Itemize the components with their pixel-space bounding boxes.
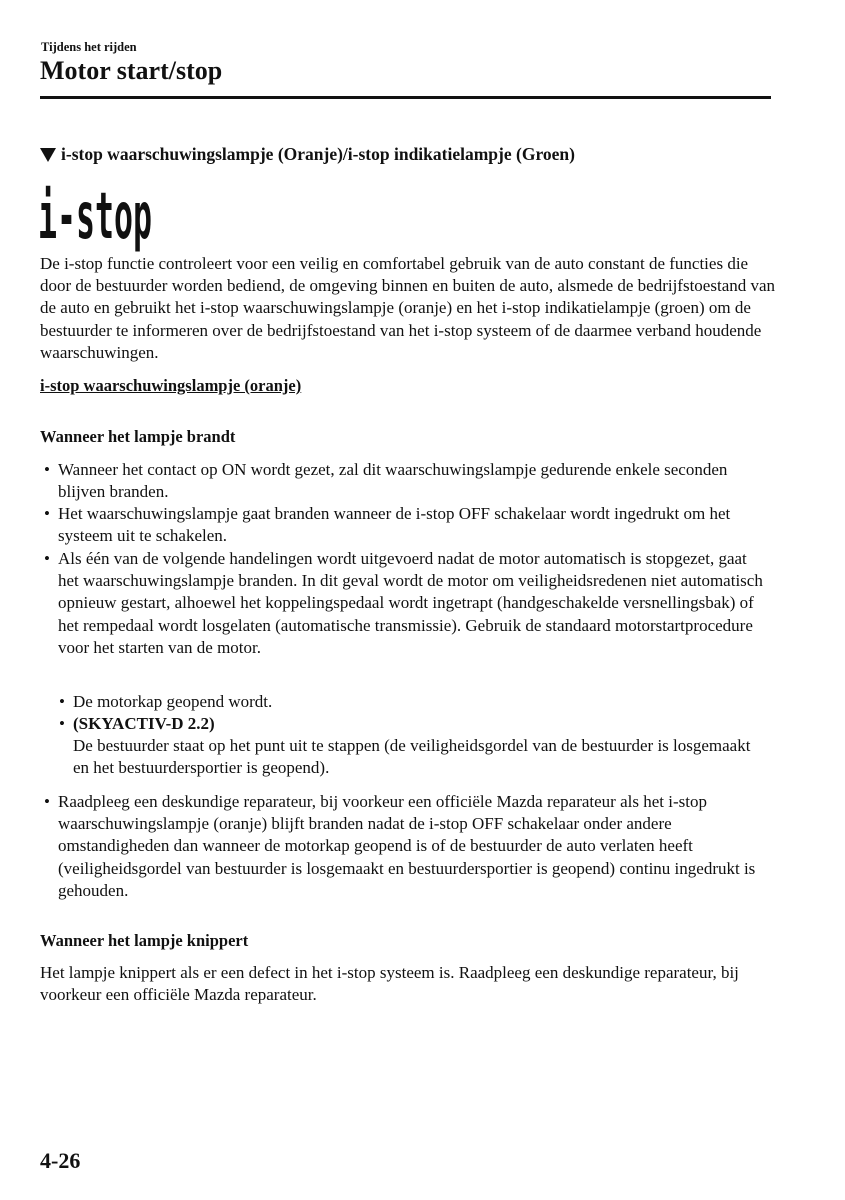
list-item: [40, 459, 765, 503]
bullet-dot-icon: •: [59, 692, 65, 711]
sub-list-item-text: De bestuurder staat op het punt uit te stappen (de veiligheidsgordel van de bestuurder is losgemaakt en het bestuurdersportier is geopend).: [73, 736, 751, 778]
list-item: [40, 503, 765, 547]
triangle-marker-icon: [40, 148, 56, 162]
bullet-dot-icon: •: [44, 460, 50, 479]
list-item-text: Raadpleeg een deskundige reparateur, bij voorkeur een officiële Mazda reparateur als het i-stop waarschuwingslampje (oranje) blijft branden nadat de i-stop OFF schakelaar onder andere omstandigheden dan wanneer de motorkap geopend is of de bestuurder de auto verlaten heeft (veiligheidsgordel van bestuurder is losgemaakt en bestuurdersportier is geopend) continu ingedrukt is gehouden.: [58, 792, 756, 900]
chapter-title: Motor start/stop: [40, 56, 223, 85]
list-item-text: Het waarschuwingslampje gaat branden wanneer de i-stop OFF schakelaar wordt ingedrukt om het systeem uit te schakelen.: [58, 504, 731, 546]
sub-list-item-text: De motorkap geopend wordt.: [73, 692, 273, 711]
list-item-text: Als één van de volgende handelingen wordt uitgevoerd nadat de motor automatisch is stopgezet, gaat het waarschuwingslampje branden. In dit geval wordt de motor om veiligheidsredenen niet automatisch opnieuw gestart, alhoewel het koppelingspedaal wordt ingetrapt (handgeschakelde versnellingsbak) of het rempedaal wordt losgelaten (automatische transmissie). Gebruik de standaard motorstartprocedure voor het starten van de motor.: [58, 549, 763, 657]
sub-list-item: [55, 713, 770, 780]
blink-paragraph: Het lampje knippert als er een defect in het i-stop systeem is. Raadpleeg een deskundige reparateur, bij voorkeur een officiële Mazda reparateur.: [40, 963, 739, 1005]
running-head: Tijdens het rijden: [41, 40, 137, 54]
list-item: [40, 791, 765, 902]
istop-symbol-text: i-stop: [38, 180, 152, 254]
title-rule: [40, 96, 771, 99]
bullet-dot-icon: •: [44, 549, 50, 568]
bullet-dot-icon: •: [59, 714, 65, 733]
intro-paragraph: De i-stop functie controleert voor een veilig en comfortabel gebruik van de auto constant de functies die door de bestuurder worden bediend, de omgeving binnen en buiten de auto, alsmede de bedrijfstoestand van de auto en gebruikt het i-stop waarschuwingslampje (oranje) en het i-stop indikatielampje (groen) om de bestuurder te informeren over de bedrijfstoestand van het i-stop systeem of de daarmee verband houdende waarschuwingen.: [40, 254, 776, 362]
lamp-lit-heading: Wanneer het lampje brandt: [40, 427, 236, 446]
orange-lamp-subheading: i-stop waarschuwingslampje (oranje): [40, 376, 302, 395]
section-heading: [40, 143, 575, 165]
bullet-dot-icon: •: [44, 792, 50, 811]
lamp-blink-heading: Wanneer het lampje knippert: [40, 931, 249, 950]
istop-symbol-icon: [38, 180, 154, 254]
section-heading-text: i-stop waarschuwingslampje (Oranje)/i-stop indikatielampje (Groen): [61, 144, 575, 164]
bullet-dot-icon: •: [44, 504, 50, 523]
sub-list-item: [55, 691, 770, 713]
sub-list-item-label: (SKYACTIV-D 2.2): [73, 714, 215, 733]
list-item: [40, 548, 765, 659]
list-item-text: Wanneer het contact op ON wordt gezet, zal dit waarschuwingslampje gedurende enkele seconden blijven branden.: [58, 460, 728, 502]
page-number: 4-26: [40, 1148, 81, 1173]
